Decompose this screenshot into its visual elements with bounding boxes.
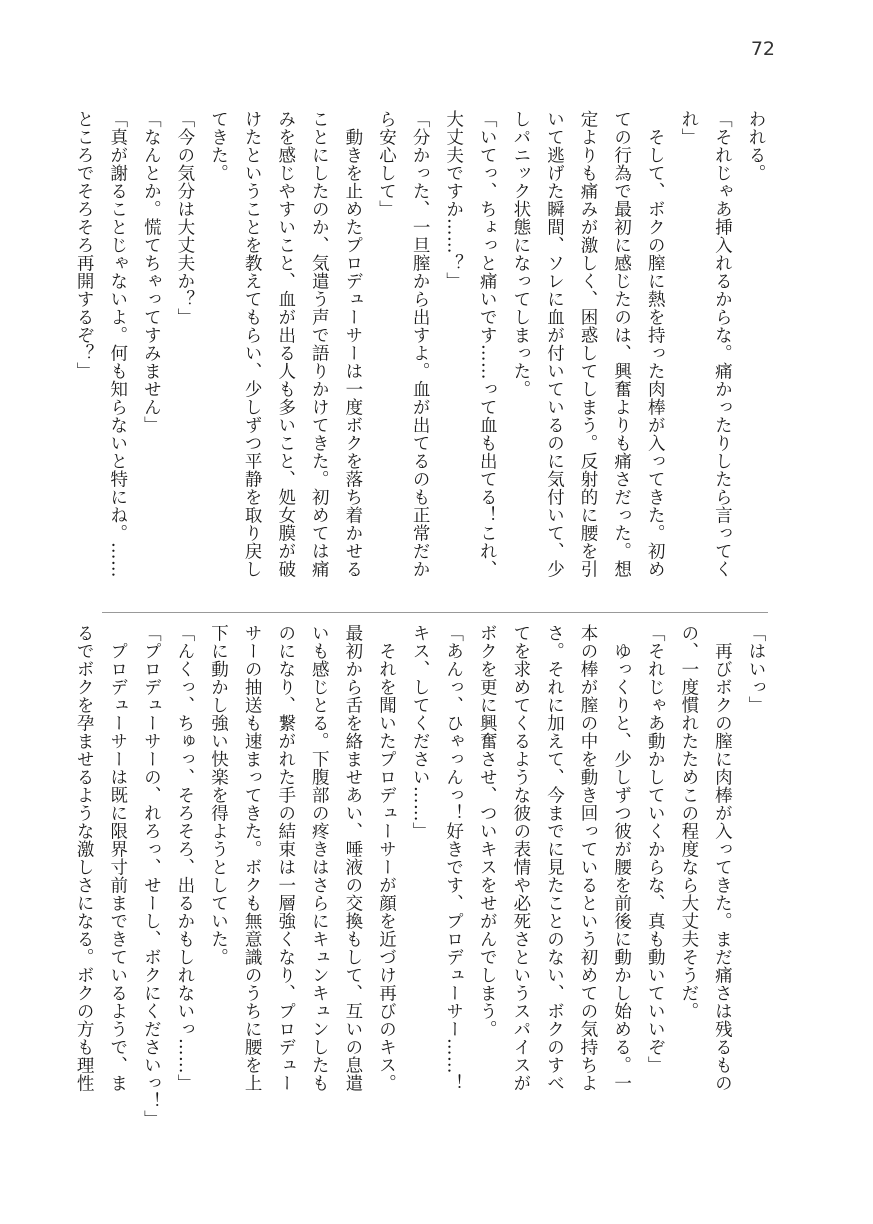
text-line: ての行為で最初に感じたのは、興奮よりも痛さだった。想 [611,110,632,578]
text-line: けたということを教えてもらい、少しずつ平静を取り戻し [242,110,263,578]
text-column-bottom [74,624,772,1128]
text-line: 「プロデューサーの、れろっ、せーし、ボクにくださいっ！」 [141,624,162,1128]
text-line: 「いてっ、ちょっと痛いです……って血も出てる！これ、 [477,110,498,578]
text-line: 下に動かし強い快楽を得ようとしていた。 [208,624,229,966]
text-line: みを感じやすいこと、血が出る人も多いこと、処女膜が破 [275,110,296,578]
text-line: ことにしたのか、気遣う声で語りかけてきた。初めては痛 [309,110,330,578]
section-divider [102,612,768,613]
text-line: 本の棒が膣の中を動き回っているという初めての気持ちよ [578,624,599,1092]
text-line: てを求めてくるような彼の表情や必死さというスパイスが [510,624,531,1092]
text-line: しパニック状態になってしまった。 [510,110,531,398]
text-line: プロデューサーは既に限界寸前まできているようで、ま [107,624,128,1092]
text-line: いも感じとる。下腹部の疼きはさらにキュンキュンしたも [309,624,330,1092]
text-line: 「はいっ」 [746,624,766,714]
text-line: 動きを止めたプロデューサーは一度ボクを落ち着かせる [342,110,363,578]
text-line: てきた。 [208,110,229,182]
text-line: 「んくっ、ちゅっ、そろそろ、出るかもしれないっ……」 [174,624,195,1092]
text-line: 「あんっ、ひゃっんっ！好きです、プロデューサー……！ [443,624,464,1092]
text-line: サーの抽送も速まってきた。ボクも無意識のうちに腰を上 [242,624,263,1092]
text-line: 「今の気分は大丈夫か？」 [174,110,195,326]
text-line: 最初から舌を絡ませあい、唾液の交換もして、互いの息遣 [342,624,363,1092]
text-line: 大丈夫ですか……？」 [443,110,464,290]
text-line: れ」 [678,110,699,146]
text-line: ゆっくりと、少しずつ彼が腰を前後に動かし始める。一 [611,624,632,1092]
text-line: 「分かった、一旦膣から出すよ。血が出てるのも正常だか [410,110,431,578]
text-line: 「なんとか。慌てちゃってすみません」 [141,110,162,434]
text-line: キス、してください……」 [410,624,431,840]
page-number: 72 [750,38,775,60]
text-line: るでボクを孕ませるような激しさになる。ボクの方も理性 [74,624,95,1092]
text-line: 定よりも痛みが激しく、困惑してしまう。反射的に腰を引 [578,110,599,578]
text-line: 「それじゃあ動かしていくからな、真も動いていいぞ」 [645,624,666,1074]
text-line: さ。それに加えて、今までに見たことのない、ボクのすべ [544,624,565,1092]
text-line: 「真が謝ることじゃないよ。何も知らないと特にね。…… [107,110,128,578]
text-line: それを聞いたプロデューサーが顔を近づけ再びのキス。 [376,624,397,1092]
text-line: ら安心して」 [376,110,397,218]
text-line: 「それじゃあ挿入れるからな。痛かったりしたら言ってく [712,110,733,578]
text-line: の、一度慣れたためこの程度なら大丈夫そうだ。 [678,624,699,1020]
text-line: 再びボクの膣に肉棒が入ってきた。まだ痛さは残るもの [712,624,733,1092]
text-line: いて逃げた瞬間、ソレに血が付いているのに気付いて、少 [544,110,565,578]
text-line: われる。 [746,110,766,182]
text-column-top [74,110,772,602]
text-line: そして、ボクの膣に熱を持った肉棒が入ってきた。初め [645,110,666,578]
text-line: のになり、繋がれた手の結束は一層強くなり、プロデュー [275,624,296,1092]
text-line: ボクを更に興奮させ、ついキスをせがんでしまう。 [477,624,498,1038]
text-line: ところでそろそろ再開するぞ？」 [74,110,95,380]
